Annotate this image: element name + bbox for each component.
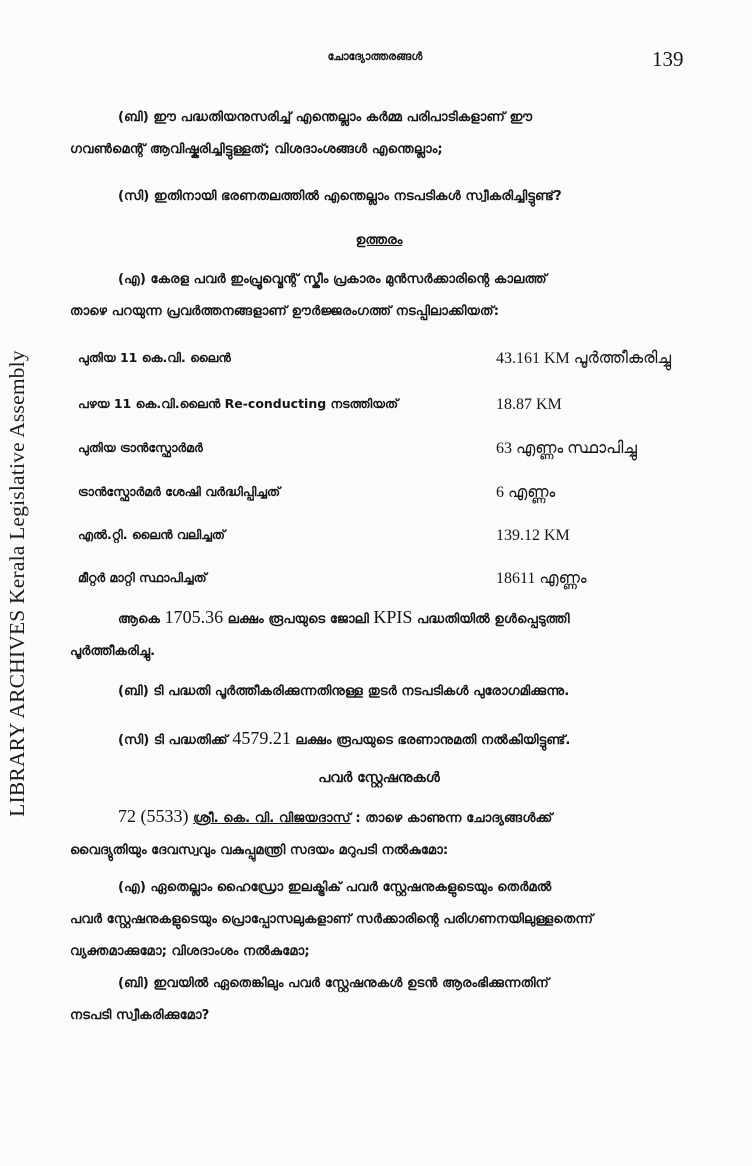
- works-value: 6 എണ്ണം: [496, 484, 556, 501]
- works-value: 139.12 KM: [496, 527, 570, 544]
- library-archives-watermark: LIBRARY ARCHIVES Kerala Legislative Assembly: [4, 349, 29, 817]
- works-value: 18611 എണ്ണം: [496, 570, 587, 587]
- question-72-a: (എ) ഏതെല്ലാം ഹൈഡ്രോ ഇലക്ട്രിക് പവർ സ്റ്റേഷനുകളുടെയും തെർമൽ പവർ സ്റ്റേഷനുകളുടെയും പ്രൊപ്പോസലുകളാണ് സർക്കാരിന്റെ പരിഗണനയിലുള്ളതെന്ന് വ്യക്തമാക്കുമോ; വിശദാംശം നൽകുമോ;: [70, 880, 594, 959]
- answer-heading: ഉത്തരം: [355, 232, 403, 248]
- works-item: ട്രാൻസ്ഫോർമർ ശേഷി വർദ്ധിപ്പിച്ചത്: [78, 484, 281, 499]
- works-row: [78, 527, 698, 551]
- answer-c: (സി) ടി പദ്ധതിക്ക് 4579.21 ലക്ഷം രൂപയുടെ ഭരണാനുമതി നൽകിയിട്ടുണ്ട്.: [118, 728, 571, 748]
- works-item: മീറ്റർ മാറ്റി സ്ഥാപിച്ചത്: [78, 570, 207, 585]
- answer-b: (ബി) ടി പദ്ധതി പൂർത്തീകരിക്കുന്നതിനുള്ള തുടർ നടപടികൾ പുരോഗമിക്കുന്നു.: [118, 684, 570, 699]
- works-item: പഴയ 11 കെ.വി.ലൈൻ Re-conducting നടത്തിയത്: [78, 396, 399, 411]
- question-c: (സി) ഇതിനായി ഭരണതലത്തിൽ എന്തെല്ലാം നടപടികൾ സ്വീകരിച്ചിട്ടുണ്ട്?: [118, 189, 562, 204]
- works-item: എൽ.റ്റി. ലൈൻ വലിച്ചത്: [78, 527, 225, 542]
- section-title: പവർ സ്റ്റേഷനുകൾ: [318, 770, 440, 786]
- works-item: പുതിയ ട്രാൻസ്ഫോർമർ: [78, 440, 203, 455]
- works-row: [78, 440, 698, 464]
- running-header: ചോദ്യോത്തരങ്ങൾ: [327, 50, 423, 63]
- works-row: [78, 484, 698, 508]
- works-item: പുതിയ 11 കെ.വി. ലൈൻ: [78, 350, 231, 365]
- question-72: 72 (5533) ശ്രീ. കെ. വി. വിജയദാസ് : താഴെ കാണുന്ന ചോദ്യങ്ങൾക്ക് വൈദ്യുതിയും ദേവസ്വവും വകുപ്പുമന്ത്രി സദയം മറുപടി നൽകുമോ:: [70, 806, 553, 858]
- works-value: 18.87 KM: [496, 396, 562, 413]
- works-value: 43.161 KM പൂർത്തീകരിച്ചു: [496, 350, 672, 367]
- works-value: 63 എണ്ണം സ്ഥാപിച്ചു: [496, 440, 637, 457]
- answer-a: (എ) കേരള പവർ ഇംപ്രൂവ്മെന്റ് സ്കീം പ്രകാരം മുൻസർക്കാരിന്റെ കാലത്ത് താഴെ പറയുന്ന പ്രവർത്തനങ്ങളാണ് ഊർജ്ജരംഗത്ത് നടപ്പിലാക്കിയത്:: [70, 272, 547, 319]
- works-row: [78, 350, 698, 374]
- page-number: 139: [652, 47, 684, 71]
- works-row: [78, 396, 698, 420]
- question-b: (ബി) ഈ പദ്ധതിയനുസരിച്ച് എന്തെല്ലാം കർമ്മ പരിപാടികളാണ് ഈ ഗവൺമെന്റ് ആവിഷ്കരിച്ചിട്ടുള്ളത്; വിശദാംശങ്ങൾ എന്തെല്ലാം;: [70, 110, 533, 157]
- total-amount-paragraph: ആകെ 1705.36 ലക്ഷം രൂപയുടെ ജോലി KPIS പദ്ധതിയിൽ ഉൾപ്പെടുത്തി പൂർത്തീകരിച്ചു.: [70, 607, 570, 659]
- works-row: [78, 570, 698, 594]
- question-72-b: (ബി) ഇവയിൽ ഏതെങ്കിലും പവർ സ്റ്റേഷനുകൾ ഉടൻ ആരംഭിക്കുന്നതിന് നടപടി സ്വീകരിക്കുമോ?: [70, 976, 549, 1023]
